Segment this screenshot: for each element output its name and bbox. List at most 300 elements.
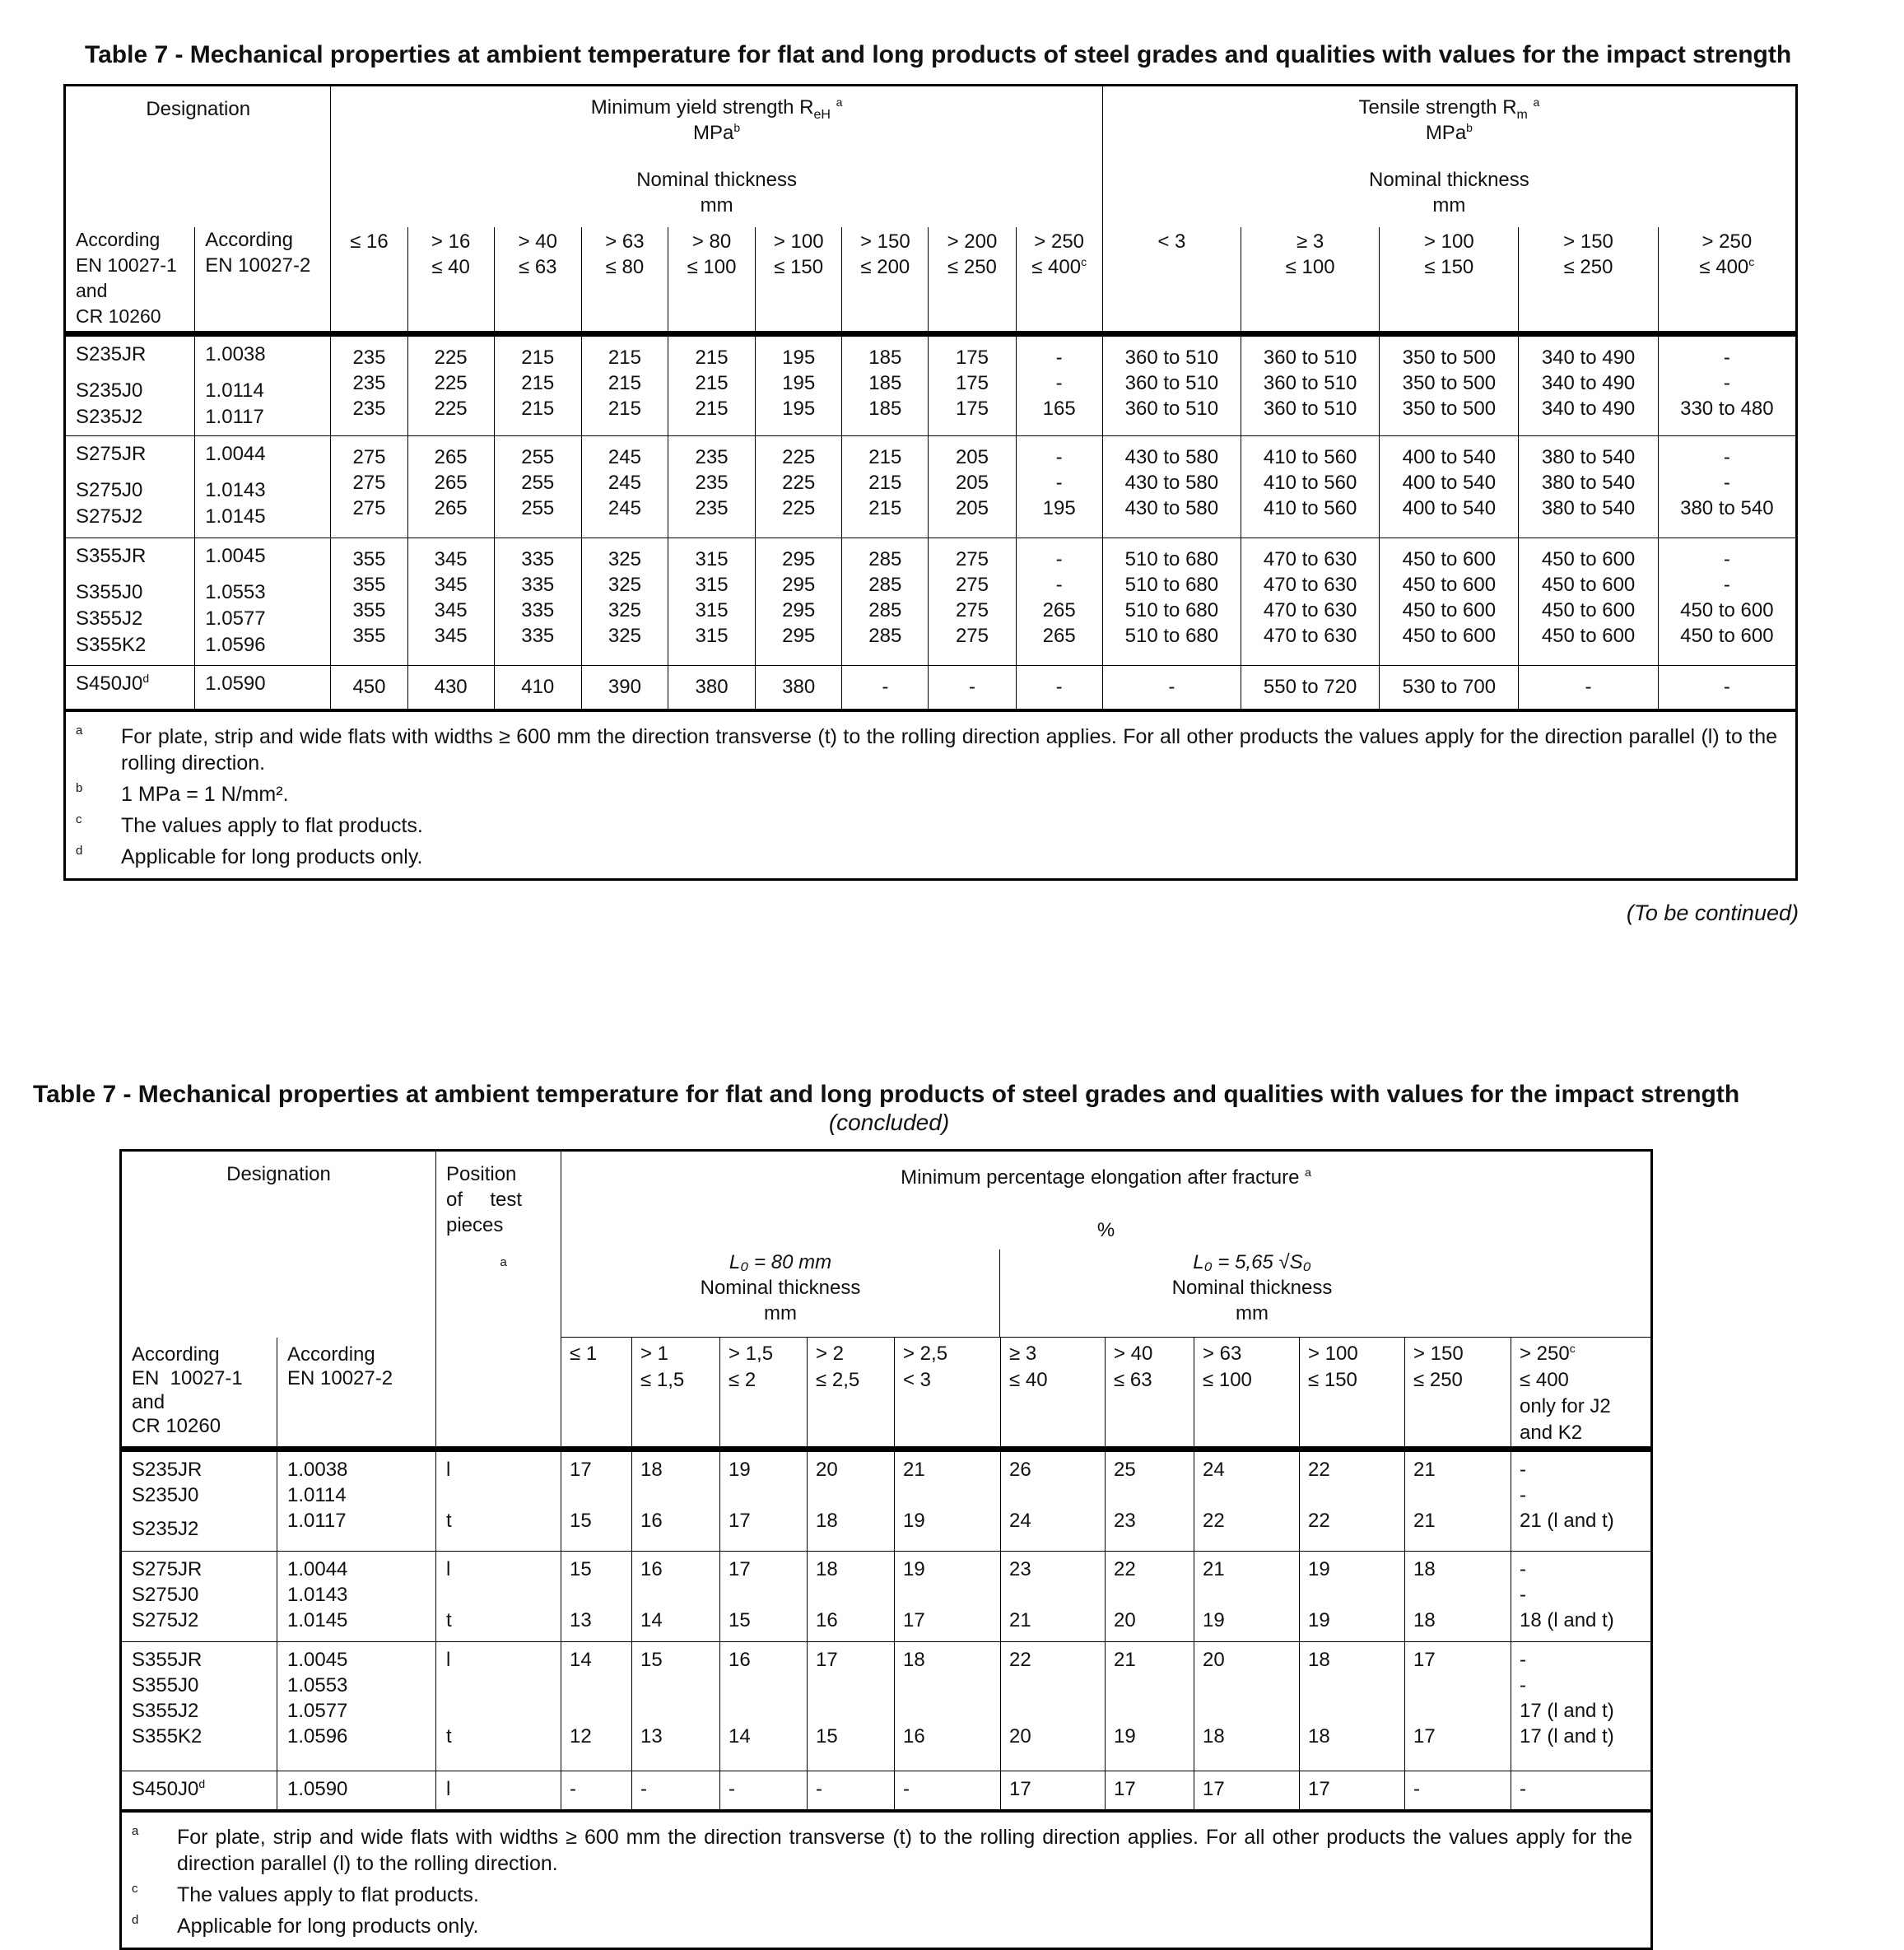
yield-value: 275 (955, 574, 989, 596)
yield-value: 275 (955, 625, 989, 647)
yield-values (756, 538, 842, 666)
yield-value: - (1055, 676, 1063, 698)
table2-title: Table 7 - Mechanical properties at ambient temperature for flat and long products of steel grades and qualities with values for the impact strength (33, 1081, 1740, 1108)
yield-value: 265 (434, 497, 468, 519)
table2-footnotes (121, 1811, 1652, 1949)
yield-value: 295 (782, 625, 816, 647)
yield-values (407, 334, 494, 436)
yield-value: 265 (434, 472, 468, 494)
footnote-mark: d (76, 843, 83, 858)
elongation-values (1194, 1642, 1300, 1771)
elongation-over-250 (1511, 1771, 1652, 1811)
elongation-longitudinal: 22 (1009, 1649, 1031, 1671)
material-numbers (195, 436, 331, 538)
elongation-values (1001, 1552, 1106, 1642)
footnote-ref: d (198, 1777, 206, 1790)
yield-value: 185 (868, 372, 902, 394)
elongation-transverse: 22 (1203, 1510, 1225, 1532)
l0-565-thickness-col-5 (1405, 1338, 1511, 1450)
yield-value: 235 (695, 446, 729, 468)
yield-value: 275 (955, 548, 989, 570)
thickness-lower: > 2 (816, 1343, 845, 1365)
thickness-lower: > 1 (640, 1343, 669, 1365)
elongation-over-250 (1511, 1450, 1652, 1552)
footnote (122, 1913, 1650, 1939)
tensile-value: 360 to 510 (1263, 347, 1357, 369)
grade-group-row (121, 1450, 1652, 1552)
tensile-value: - (1168, 676, 1175, 698)
tensile-value: 450 to 600 (1402, 625, 1497, 647)
yield-values (668, 538, 755, 666)
header-line: EN 10027-2 (205, 254, 311, 277)
tensile-value: 510 to 680 (1124, 574, 1219, 596)
yield-value: - (1055, 372, 1063, 394)
test-piece-position (436, 1771, 561, 1811)
thickness-lower: > 150 (1563, 230, 1613, 253)
tensile-value: 470 to 630 (1263, 599, 1357, 621)
yield-value: - (1055, 548, 1063, 570)
yield-value: 325 (608, 625, 641, 647)
yield-values (756, 334, 842, 436)
yield-value: 355 (352, 574, 386, 596)
header-line: EN 10027-1 (132, 1366, 243, 1389)
thickness-lower: > 250 (1034, 230, 1085, 253)
yield-value: - (882, 676, 889, 698)
elongation-values (895, 1771, 1001, 1811)
footnote-text: The values apply to flat products. (177, 1883, 479, 1906)
according-en10027-1-header (121, 1338, 277, 1450)
tensile-value: 400 to 540 (1402, 472, 1497, 494)
thickness-upper: ≤ 150 (774, 255, 824, 278)
header-line: EN 10027-2 (287, 1366, 393, 1389)
yield-values (929, 538, 1016, 666)
tensile-value: 450 to 600 (1541, 548, 1636, 570)
yield-values (494, 334, 581, 436)
elongation-values (1194, 1771, 1300, 1811)
l0-80-thickness-col-2 (632, 1338, 720, 1450)
footnote-text: Applicable for long products only. (177, 1914, 479, 1938)
yield-value: 225 (782, 497, 816, 519)
tensile-value: 470 to 630 (1263, 625, 1357, 647)
l0-80-thickness-col-3 (720, 1338, 808, 1450)
yield-value: 215 (868, 497, 902, 519)
thickness-upper: ≤ 250 (1563, 255, 1613, 278)
thickness-lower: > 100 (1308, 1343, 1358, 1365)
thickness-upper: ≤ 40 (1009, 1369, 1048, 1391)
thickness-upper: ≤ 150 (1424, 255, 1474, 278)
yield-value: - (1055, 446, 1063, 468)
yield-values (331, 334, 407, 436)
elongation-values (1405, 1552, 1511, 1642)
yield-values (929, 666, 1016, 710)
yield-thickness-col-9 (1016, 227, 1102, 334)
tensile-value: 330 to 480 (1680, 398, 1774, 420)
elongation-value: - (1520, 1649, 1526, 1671)
footnote-ref: c (1748, 254, 1755, 268)
yield-value: 195 (782, 347, 816, 369)
position-value: t (446, 1725, 452, 1748)
elongation-values (1194, 1552, 1300, 1642)
yield-value: 390 (608, 676, 641, 698)
designation-header: Designation (121, 1151, 436, 1338)
yield-value: 275 (352, 472, 386, 494)
table2 (119, 1149, 1653, 1950)
material-number: 1.0596 (205, 634, 266, 656)
elongation-values (1001, 1450, 1106, 1552)
according-en10027-1-header (65, 227, 195, 334)
tensile-value: 410 to 560 (1263, 472, 1357, 494)
elongation-values (808, 1552, 895, 1642)
footnote (66, 844, 1795, 870)
material-number: 1.0590 (287, 1778, 348, 1800)
according-en10027-2-header (277, 1338, 436, 1450)
thickness-lower: > 16 (431, 230, 471, 253)
thickness-lower: > 150 (859, 230, 910, 253)
grade-name: S355J0 (132, 1674, 199, 1696)
footnote-text: For plate, strip and wide flats with widths ≥ 600 mm the direction transverse (t) to the rolling direction applies. For all other products the values apply for the direction parallel (l) to the rolling direction. (121, 724, 1777, 775)
grade-names (121, 1642, 277, 1771)
position-value (446, 1482, 561, 1508)
l0-565-group: L₀ = 5,65 √S₀ Nominal thickness mm (1171, 1251, 1333, 1324)
elongation-longitudinal: 18 (1413, 1558, 1436, 1580)
thickness-lower: > 150 (1413, 1343, 1464, 1365)
yield-values (1016, 538, 1102, 666)
thickness-lower: ≤ 1 (570, 1343, 598, 1365)
yield-value: 215 (868, 472, 902, 494)
l0-565-thickness-col-2 (1106, 1338, 1194, 1450)
footnote (122, 1882, 1650, 1908)
elongation-longitudinal: 17 (1413, 1649, 1436, 1671)
material-number: 1.0590 (205, 672, 266, 695)
test-piece-position (436, 1642, 561, 1771)
tensile-values (1519, 538, 1658, 666)
elongation-longitudinal: 14 (570, 1649, 592, 1671)
tensile-value: 450 to 600 (1402, 574, 1497, 596)
position-value (446, 1698, 561, 1724)
tensile-values (1519, 436, 1658, 538)
tensile-value: 450 to 600 (1541, 574, 1636, 596)
thickness-upper: ≤ 100 (1285, 255, 1335, 278)
tensile-values (1241, 334, 1380, 436)
elongation-values (632, 1450, 720, 1552)
elongation-longitudinal: - (640, 1778, 647, 1800)
elongation-longitudinal: 16 (729, 1649, 751, 1671)
yield-value: 215 (521, 347, 555, 369)
tensile-value: 470 to 630 (1263, 548, 1357, 570)
elongation-values (1106, 1642, 1194, 1771)
material-number: 1.0553 (205, 581, 266, 603)
tensile-thickness-col-3 (1380, 227, 1519, 334)
tensile-value: - (1723, 372, 1730, 394)
tensile-value: 380 to 540 (1680, 497, 1774, 519)
to-be-continued-note: (To be continued) (1626, 901, 1799, 925)
elongation-transverse: 21 (1009, 1609, 1031, 1631)
yield-value: 355 (352, 625, 386, 647)
yield-value: - (968, 676, 975, 698)
footnote-mark: c (132, 1881, 138, 1896)
header-line: EN 10027-1 (76, 254, 177, 276)
yield-values (1016, 334, 1102, 436)
elongation-value: - (1520, 1484, 1526, 1506)
grade-group-row (121, 1642, 1652, 1771)
yield-values (756, 666, 842, 710)
yield-value: 215 (695, 398, 729, 420)
tensile-value: 510 to 680 (1124, 548, 1219, 570)
grade-group-row (121, 1771, 1652, 1811)
material-number: 1.0596 (287, 1725, 348, 1748)
header-line: According (205, 228, 293, 251)
thickness-lower: ≥ 3 (1009, 1343, 1037, 1365)
yield-value: - (1055, 347, 1063, 369)
elongation-transverse: 21 (1413, 1510, 1436, 1532)
material-number: 1.0143 (205, 479, 266, 501)
tensile-values (1102, 538, 1241, 666)
thickness-lower: ≥ 3 (1296, 230, 1324, 253)
tensile-values (1241, 538, 1380, 666)
yield-value: 295 (782, 574, 816, 596)
elongation-transverse: 22 (1308, 1510, 1330, 1532)
yield-value: 275 (352, 497, 386, 519)
grade-name: S355J2 (76, 607, 143, 630)
tensile-value: 450 to 600 (1680, 625, 1774, 647)
elongation-transverse: 18 (1308, 1725, 1330, 1748)
grade-names (121, 1450, 277, 1552)
elongation-longitudinal: - (729, 1778, 735, 1800)
elongation-longitudinal: 26 (1009, 1459, 1031, 1481)
tensile-values (1658, 538, 1796, 666)
material-numbers (277, 1771, 436, 1811)
grade-name: S235J0 (76, 379, 143, 402)
grade-names (65, 538, 195, 666)
elongation-longitudinal: 17 (570, 1459, 592, 1481)
elongation-longitudinal: 25 (1114, 1459, 1136, 1481)
tensile-value: - (1723, 446, 1730, 468)
thickness-upper: ≤ 63 (1114, 1369, 1152, 1391)
tensile-thickness-col-5 (1658, 227, 1796, 334)
yield-value: 225 (434, 398, 468, 420)
elongation-transverse: 24 (1009, 1510, 1031, 1532)
tensile-value: 340 to 490 (1541, 372, 1636, 394)
yield-value: 215 (608, 347, 641, 369)
test-piece-position (436, 1552, 561, 1642)
elongation-values (895, 1450, 1001, 1552)
thickness-upper: ≤ 100 (687, 255, 737, 278)
thickness-upper: ≤ 40 (431, 255, 470, 278)
thickness-lower: < 3 (1157, 230, 1186, 253)
thickness-upper: ≤ 200 (860, 255, 910, 278)
tensile-value: 350 to 500 (1402, 347, 1497, 369)
elongation-values (895, 1552, 1001, 1642)
thickness-upper: ≤ 1,5 (640, 1369, 685, 1391)
elongation-transverse: 20 (1114, 1609, 1136, 1631)
grade-name: S450J0 (132, 1778, 199, 1800)
elongation-longitudinal: - (816, 1778, 822, 1800)
elongation-values (1405, 1450, 1511, 1552)
thickness-lower: > 200 (947, 230, 998, 253)
thickness-lower: > 40 (518, 230, 557, 253)
thickness-lower: > 63 (605, 230, 645, 253)
grade-name: S450J0 (76, 672, 143, 695)
grade-group-row (65, 334, 1797, 436)
material-numbers (195, 538, 331, 666)
tensile-values (1241, 436, 1380, 538)
thickness-upper: ≤ 400 (1031, 255, 1082, 278)
elongation-values (632, 1552, 720, 1642)
elongation-transverse: 20 (1009, 1725, 1031, 1748)
elongation-values (1001, 1642, 1106, 1771)
material-numbers (195, 666, 331, 710)
header-line: only for J2 (1520, 1395, 1611, 1417)
yield-thickness-col-2 (407, 227, 494, 334)
l0-565-thickness-col-4 (1300, 1338, 1405, 1450)
yield-strength-header: Minimum yield strength $R_{eH}$ $^a$ MPa$^b$ Nominal thickness mm (331, 86, 1102, 227)
elongation-values (561, 1450, 632, 1552)
elongation-values (561, 1771, 632, 1811)
elongation-longitudinal: - (903, 1778, 910, 1800)
elongation-longitudinal: 20 (1203, 1649, 1225, 1671)
yield-values (842, 666, 929, 710)
yield-values (581, 538, 668, 666)
grade-name: S355JR (76, 545, 147, 567)
yield-value: 325 (608, 548, 641, 570)
elongation-longitudinal: 23 (1009, 1558, 1031, 1580)
yield-value: 235 (695, 472, 729, 494)
yield-value: 175 (955, 372, 989, 394)
yield-values (929, 334, 1016, 436)
yield-values (756, 436, 842, 538)
material-numbers (277, 1642, 436, 1771)
yield-value: 205 (955, 497, 989, 519)
tensile-values (1241, 666, 1380, 710)
tensile-values (1658, 436, 1796, 538)
elongation-longitudinal: 20 (816, 1459, 838, 1481)
elongation-value: 17 (l and t) (1520, 1700, 1614, 1722)
grade-name: S275J0 (76, 479, 143, 501)
yield-value: 285 (868, 599, 902, 621)
material-number: 1.0145 (205, 505, 266, 528)
elongation-longitudinal: 15 (570, 1558, 592, 1580)
position-header: Position of test pieces a (436, 1151, 561, 1338)
elongation-longitudinal: 19 (1308, 1558, 1330, 1580)
material-number: 1.0577 (205, 607, 266, 630)
elongation-longitudinal: 21 (903, 1459, 925, 1481)
yield-value: 285 (868, 625, 902, 647)
tensile-value: - (1723, 574, 1730, 596)
tensile-thickness-col-1 (1102, 227, 1241, 334)
l0-80-thickness-col-1 (561, 1338, 632, 1450)
elongation-longitudinal: 17 (1308, 1778, 1330, 1800)
elongation-transverse: 13 (640, 1725, 663, 1748)
yield-values (331, 436, 407, 538)
yield-value: 245 (608, 472, 641, 494)
yield-values (1016, 436, 1102, 538)
yield-value: 195 (782, 372, 816, 394)
tensile-value: 360 to 510 (1124, 398, 1219, 420)
elongation-value: 21 (l and t) (1520, 1510, 1614, 1532)
elongation-longitudinal: 17 (1203, 1778, 1225, 1800)
tensile-value: 380 to 540 (1541, 472, 1636, 494)
elongation-longitudinal: 17 (1114, 1778, 1136, 1800)
yield-values (581, 334, 668, 436)
yield-value: 215 (868, 446, 902, 468)
yield-value: 335 (521, 548, 555, 570)
yield-thickness-col-7 (842, 227, 929, 334)
grade-name: S275J2 (132, 1609, 199, 1631)
elongation-transverse: 16 (816, 1609, 838, 1631)
elongation-longitudinal: 21 (1114, 1649, 1136, 1671)
yield-values (842, 436, 929, 538)
material-number: 1.0038 (287, 1459, 348, 1481)
grade-name: S235JR (76, 343, 147, 365)
material-number: 1.0045 (205, 545, 266, 567)
yield-value: 205 (955, 472, 989, 494)
footnote-mark: a (132, 1823, 139, 1838)
tensile-value: 530 to 700 (1402, 676, 1497, 698)
footnote-mark: a (76, 723, 83, 738)
yield-value: 355 (352, 599, 386, 621)
elongation-values (720, 1642, 808, 1771)
tensile-value: 360 to 510 (1124, 372, 1219, 394)
position-value (446, 1673, 561, 1698)
tensile-value: 340 to 490 (1541, 347, 1636, 369)
elongation-longitudinal: 19 (729, 1459, 751, 1481)
position-value: l (446, 1778, 451, 1800)
tensile-value: - (1723, 548, 1730, 570)
tensile-value: - (1723, 472, 1730, 494)
designation-header: Designation (65, 86, 331, 227)
yield-value: 380 (782, 676, 816, 698)
grade-names (121, 1771, 277, 1811)
header-line: and K2 (1520, 1422, 1583, 1444)
yield-values (331, 666, 407, 710)
tensile-values (1380, 538, 1519, 666)
elongation-transverse: 19 (1114, 1725, 1136, 1748)
thickness-upper: ≤ 80 (605, 255, 645, 278)
tensile-values (1380, 436, 1519, 538)
yield-value: 410 (521, 676, 555, 698)
grade-name: S275J2 (76, 505, 143, 528)
thickness-upper: ≤ 400 (1699, 255, 1749, 278)
thickness-upper: ≤ 150 (1308, 1369, 1357, 1391)
yield-thickness-col-4 (581, 227, 668, 334)
elongation-longitudinal: 18 (1308, 1649, 1330, 1671)
position-value: l (446, 1649, 451, 1671)
grade-group-row (65, 538, 1797, 666)
footnote-ref: d (142, 672, 150, 685)
yield-value: 235 (352, 347, 386, 369)
elongation-transverse: 17 (903, 1609, 925, 1631)
footnote-ref: c (1569, 1342, 1576, 1355)
header-line: and (76, 279, 108, 301)
material-numbers (195, 334, 331, 436)
yield-value: 215 (695, 347, 729, 369)
grade-name: S275JR (76, 443, 147, 465)
elongation-values (1405, 1642, 1511, 1771)
yield-value: 205 (955, 446, 989, 468)
thickness-lower: > 250 (1701, 230, 1753, 253)
elongation-values (1106, 1552, 1194, 1642)
tensile-value: 340 to 490 (1541, 398, 1636, 420)
material-number: 1.0143 (287, 1584, 348, 1606)
elongation-longitudinal: - (570, 1778, 576, 1800)
yield-values (842, 334, 929, 436)
tensile-values (1519, 666, 1658, 710)
tensile-value: - (1585, 676, 1592, 698)
yield-value: 225 (434, 347, 468, 369)
table1-footnotes (65, 710, 1797, 880)
yield-values (407, 436, 494, 538)
yield-value: 345 (434, 548, 468, 570)
